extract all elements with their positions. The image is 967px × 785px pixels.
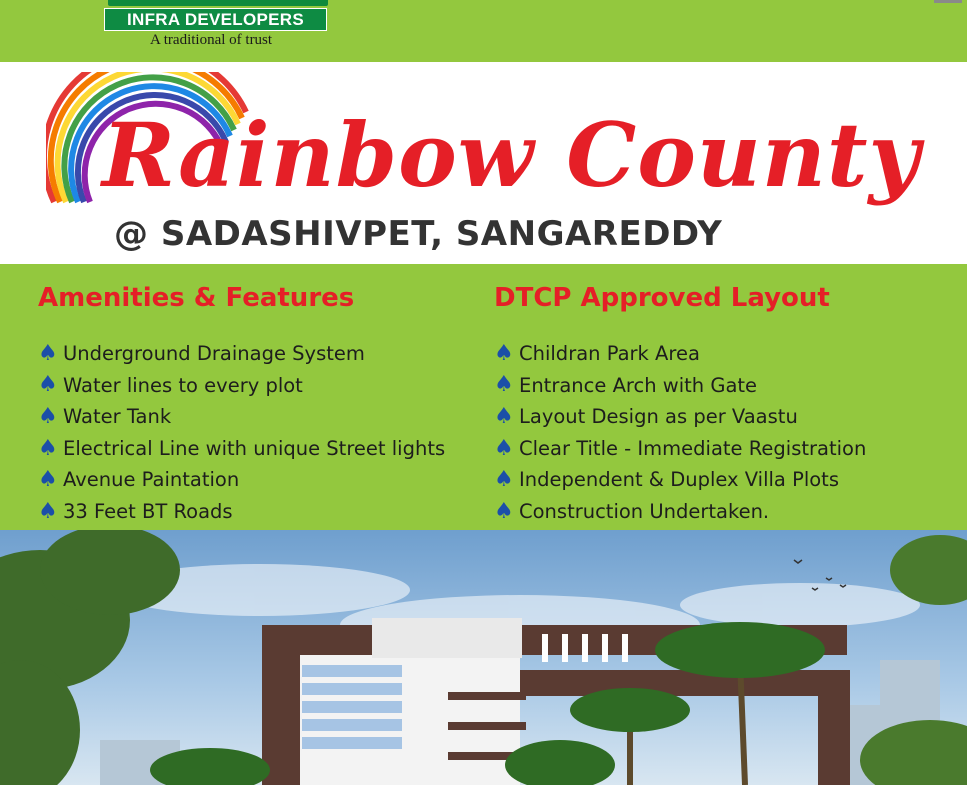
layout-section: [494, 278, 934, 528]
spade-icon: ♠: [494, 340, 514, 366]
spade-icon: ♠: [38, 403, 58, 429]
company-tagline: A traditional of trust: [150, 32, 273, 48]
list-item: [38, 401, 458, 433]
project-location: @ SADASHIVPET, SANGAREDDY: [114, 214, 723, 254]
spade-icon: ♠: [38, 372, 58, 398]
list-item-label: Electrical Line with unique Street lights: [63, 436, 446, 460]
spade-icon: ♠: [38, 467, 58, 493]
list-item: [38, 370, 458, 402]
spade-icon: ♠: [494, 403, 514, 429]
list-item: [494, 464, 934, 496]
amenities-heading: Amenities & Features: [38, 283, 355, 313]
list-item-label: Avenue Paintation: [63, 468, 240, 492]
header-band: [0, 0, 967, 60]
list-item-label: Construction Undertaken.: [519, 499, 770, 523]
spade-icon: ♠: [494, 372, 514, 398]
spade-icon: ♠: [38, 435, 58, 461]
list-item-label: Water Tank: [63, 405, 172, 429]
layout-list: [494, 338, 934, 528]
list-item-label: Water lines to every plot: [63, 373, 303, 397]
amenities-section: [38, 278, 458, 528]
list-item-label: Entrance Arch with Gate: [519, 373, 758, 397]
spade-icon: ♠: [494, 498, 514, 524]
list-item-label: Layout Design as per Vaastu: [519, 405, 798, 429]
list-item: [494, 401, 934, 433]
corner-mark: [934, 0, 962, 3]
title-banner: [0, 62, 967, 264]
list-item: [38, 338, 458, 370]
list-item: [494, 433, 934, 465]
spade-icon: ♠: [38, 498, 58, 524]
layout-heading: DTCP Approved Layout: [494, 283, 830, 313]
amenities-list: [38, 338, 458, 528]
list-item: [38, 496, 458, 528]
entrance-arch-rendering: [0, 530, 967, 785]
company-name-box: INFRA DEVELOPERS: [104, 8, 327, 31]
list-item: [494, 370, 934, 402]
list-item-label: 33 Feet BT Roads: [63, 499, 233, 523]
list-item: [38, 464, 458, 496]
list-item-label: Clear Title - Immediate Registration: [519, 436, 867, 460]
list-item-label: Underground Drainage System: [63, 342, 365, 365]
list-item: [38, 433, 458, 465]
spade-icon: ♠: [38, 340, 58, 366]
spade-icon: ♠: [494, 467, 514, 493]
list-item: [494, 496, 934, 528]
spade-icon: ♠: [494, 435, 514, 461]
list-item: [494, 338, 934, 370]
project-title: Rainbow County: [102, 103, 921, 207]
logo-mark: [108, 0, 328, 6]
list-item-label: Independent & Duplex Villa Plots: [519, 468, 839, 492]
list-item-label: Childran Park Area: [519, 342, 700, 365]
